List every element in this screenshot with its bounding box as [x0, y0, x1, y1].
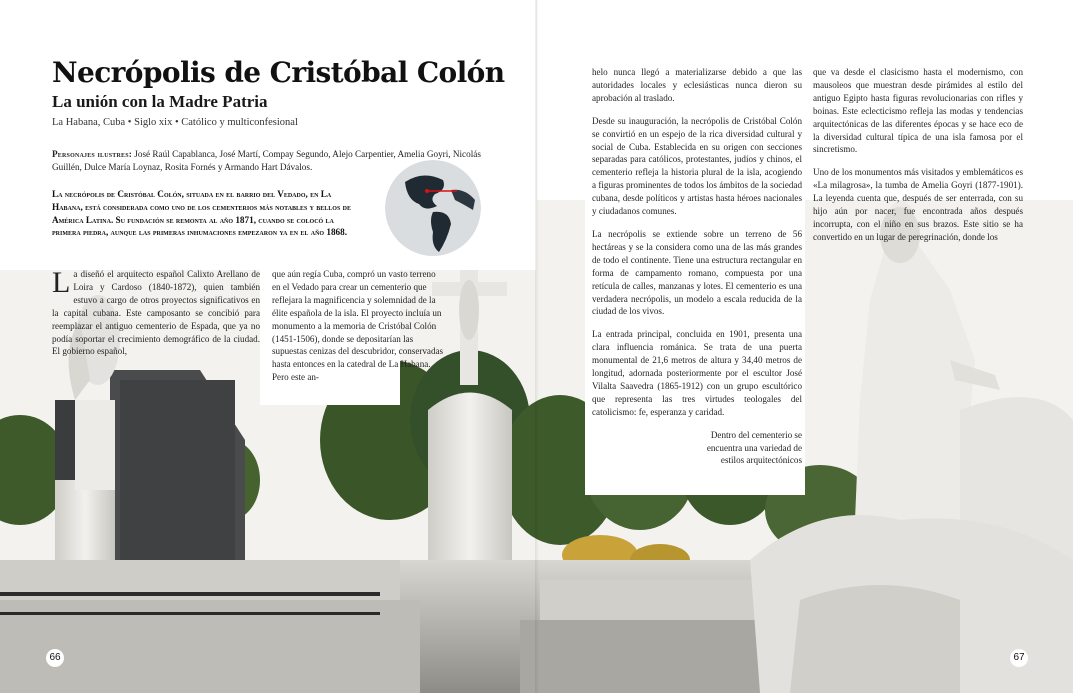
- column-4-paragraph: Uno de los monumentos más visitados y emblemáticos es «La milagrosa», la tumba de Amelia Goyri (1877-1901). La leyenda cuenta que, después de ser enterrada, con su hijo aún por nacer, fue encontrada años después incorrupta, con el niño en sus brazos. Este sitio se ha convertido en un lugar de peregrinación, donde los: [813, 167, 1023, 242]
- article-meta: La Habana, Cuba • Siglo xix • Católico y multiconfesional: [52, 117, 298, 128]
- people-label: Personajes ilustres:: [52, 149, 132, 159]
- column-3-paragraph: Desde su inauguración, la necrópolis de Cristóbal Colón se convirtió en un espejo de la rica diversidad cultural y social de Cuba. Establecida en su origen con secciones separadas para católicos, protestantes, judíos y chinos, el cementerio refleja la historia plural de la isla, acogiendo a figuras prominentes de todos los ámbitos de la sociedad cubana, desde políticos y artistas hasta héroes nacionales y ciudadanos comunes.: [592, 115, 802, 217]
- column-3-paragraph: Dentro del cementerio se encuentra una variedad de estilos arquitectónicos: [706, 429, 802, 466]
- column-3-paragraph: helo nunca llegó a materializarse debido a que las autoridades locales y eclesiásticas nunca dieron su aprobación al traslado.: [592, 67, 802, 103]
- column-3-paragraph: La entrada principal, concluida en 1901, presenta una clara influencia románica. Se trata de una puerta monumental de 21,6 metros de altura y 34,40 metros de longitud, adornada posteriormente por el escultor José Vilalta Saavedra (1865-1912) con un grupo escultórico que representa las tres virtudes teologales del catolicismo: fe, esperanza y caridad.: [592, 329, 802, 417]
- lead-paragraph: La necrópolis de Cristóbal Colón, situada en el barrio del Vedado, en La Habana, está considerada como uno de los cementerios más notables y bellos de América Latina. Su fundación se remonta al año 1871, cuando se colocó la primera piedra, aunque las primeras inhumaciones empezaron ya en el año 1868.: [52, 189, 351, 238]
- column-2-text: que aún regía Cuba, compró un vasto terreno en el Vedado para crear un cementerio que reflejara la magnificencia y solemnidad de la élite española de la isla. El proyecto incluía un monumento a la memoria de Cristóbal Colón (1451-1506), donde se depositarían las supuestas cenizas del descubridor, conservadas hasta entonces en la catedral de La Habana. Pero este an-: [272, 269, 444, 383]
- page-number-right: 67: [1010, 649, 1028, 667]
- column-2: [272, 268, 444, 384]
- page-number-left: 66: [46, 649, 64, 667]
- article-subtitle: La unión con la Madre Patria: [52, 92, 268, 111]
- column-4-paragraph: que va desde el clasicismo hasta el modernismo, con mausoleos que muestran desde pirámides al estilo del antiguo Egipto hasta figuras revolucionarias con rifles y boinas. Este eclecticismo refleja las modas y tendencias arquitectónicas de las diferentes épocas y se hace eco de la diversidad cultural típica de una isla famosa por el sincretismo.: [813, 67, 1023, 155]
- column-4: [813, 66, 1023, 254]
- column-3-paragraph: La necrópolis se extiende sobre un terreno de 56 hectáreas y se la considera como una de las más grandes de todo el continente. Tiene una estructura rectangular en forma de campamento romano, compuesta por una retícula de calles, manzanas y lotes. El cementerio es una verdadera necrópolis, un modelo a escala reducida de la ciudad de los vivos.: [592, 228, 802, 317]
- article-title: Necrópolis de Cristóbal Colón: [52, 56, 505, 89]
- column-1: [52, 268, 260, 358]
- column-3: [592, 66, 802, 477]
- page-gutter: [535, 0, 539, 693]
- globe-locator-icon: [385, 160, 481, 256]
- people-list: José Raúl Capablanca, José Martí, Compay Segundo, Alejo Carpentier, Amelia Goyri, Nicolás Guillén, Dulce María Loynaz, Rosita Fornés y Armando Hart Dávalos.: [52, 149, 481, 172]
- drop-cap: L: [52, 266, 71, 299]
- column-1-text: a diseñó el arquitecto español Calixto Arellano de Loira y Cardoso (1840-1872), quien también estuvo a cargo de otros proyectos significativos en la capital cubana. Este camposanto se concibió para reemplazar el antiguo cementerio de Espada, que ya no podía soportar el crecimiento demográfico de la ciudad. El gobierno español,: [52, 269, 260, 357]
